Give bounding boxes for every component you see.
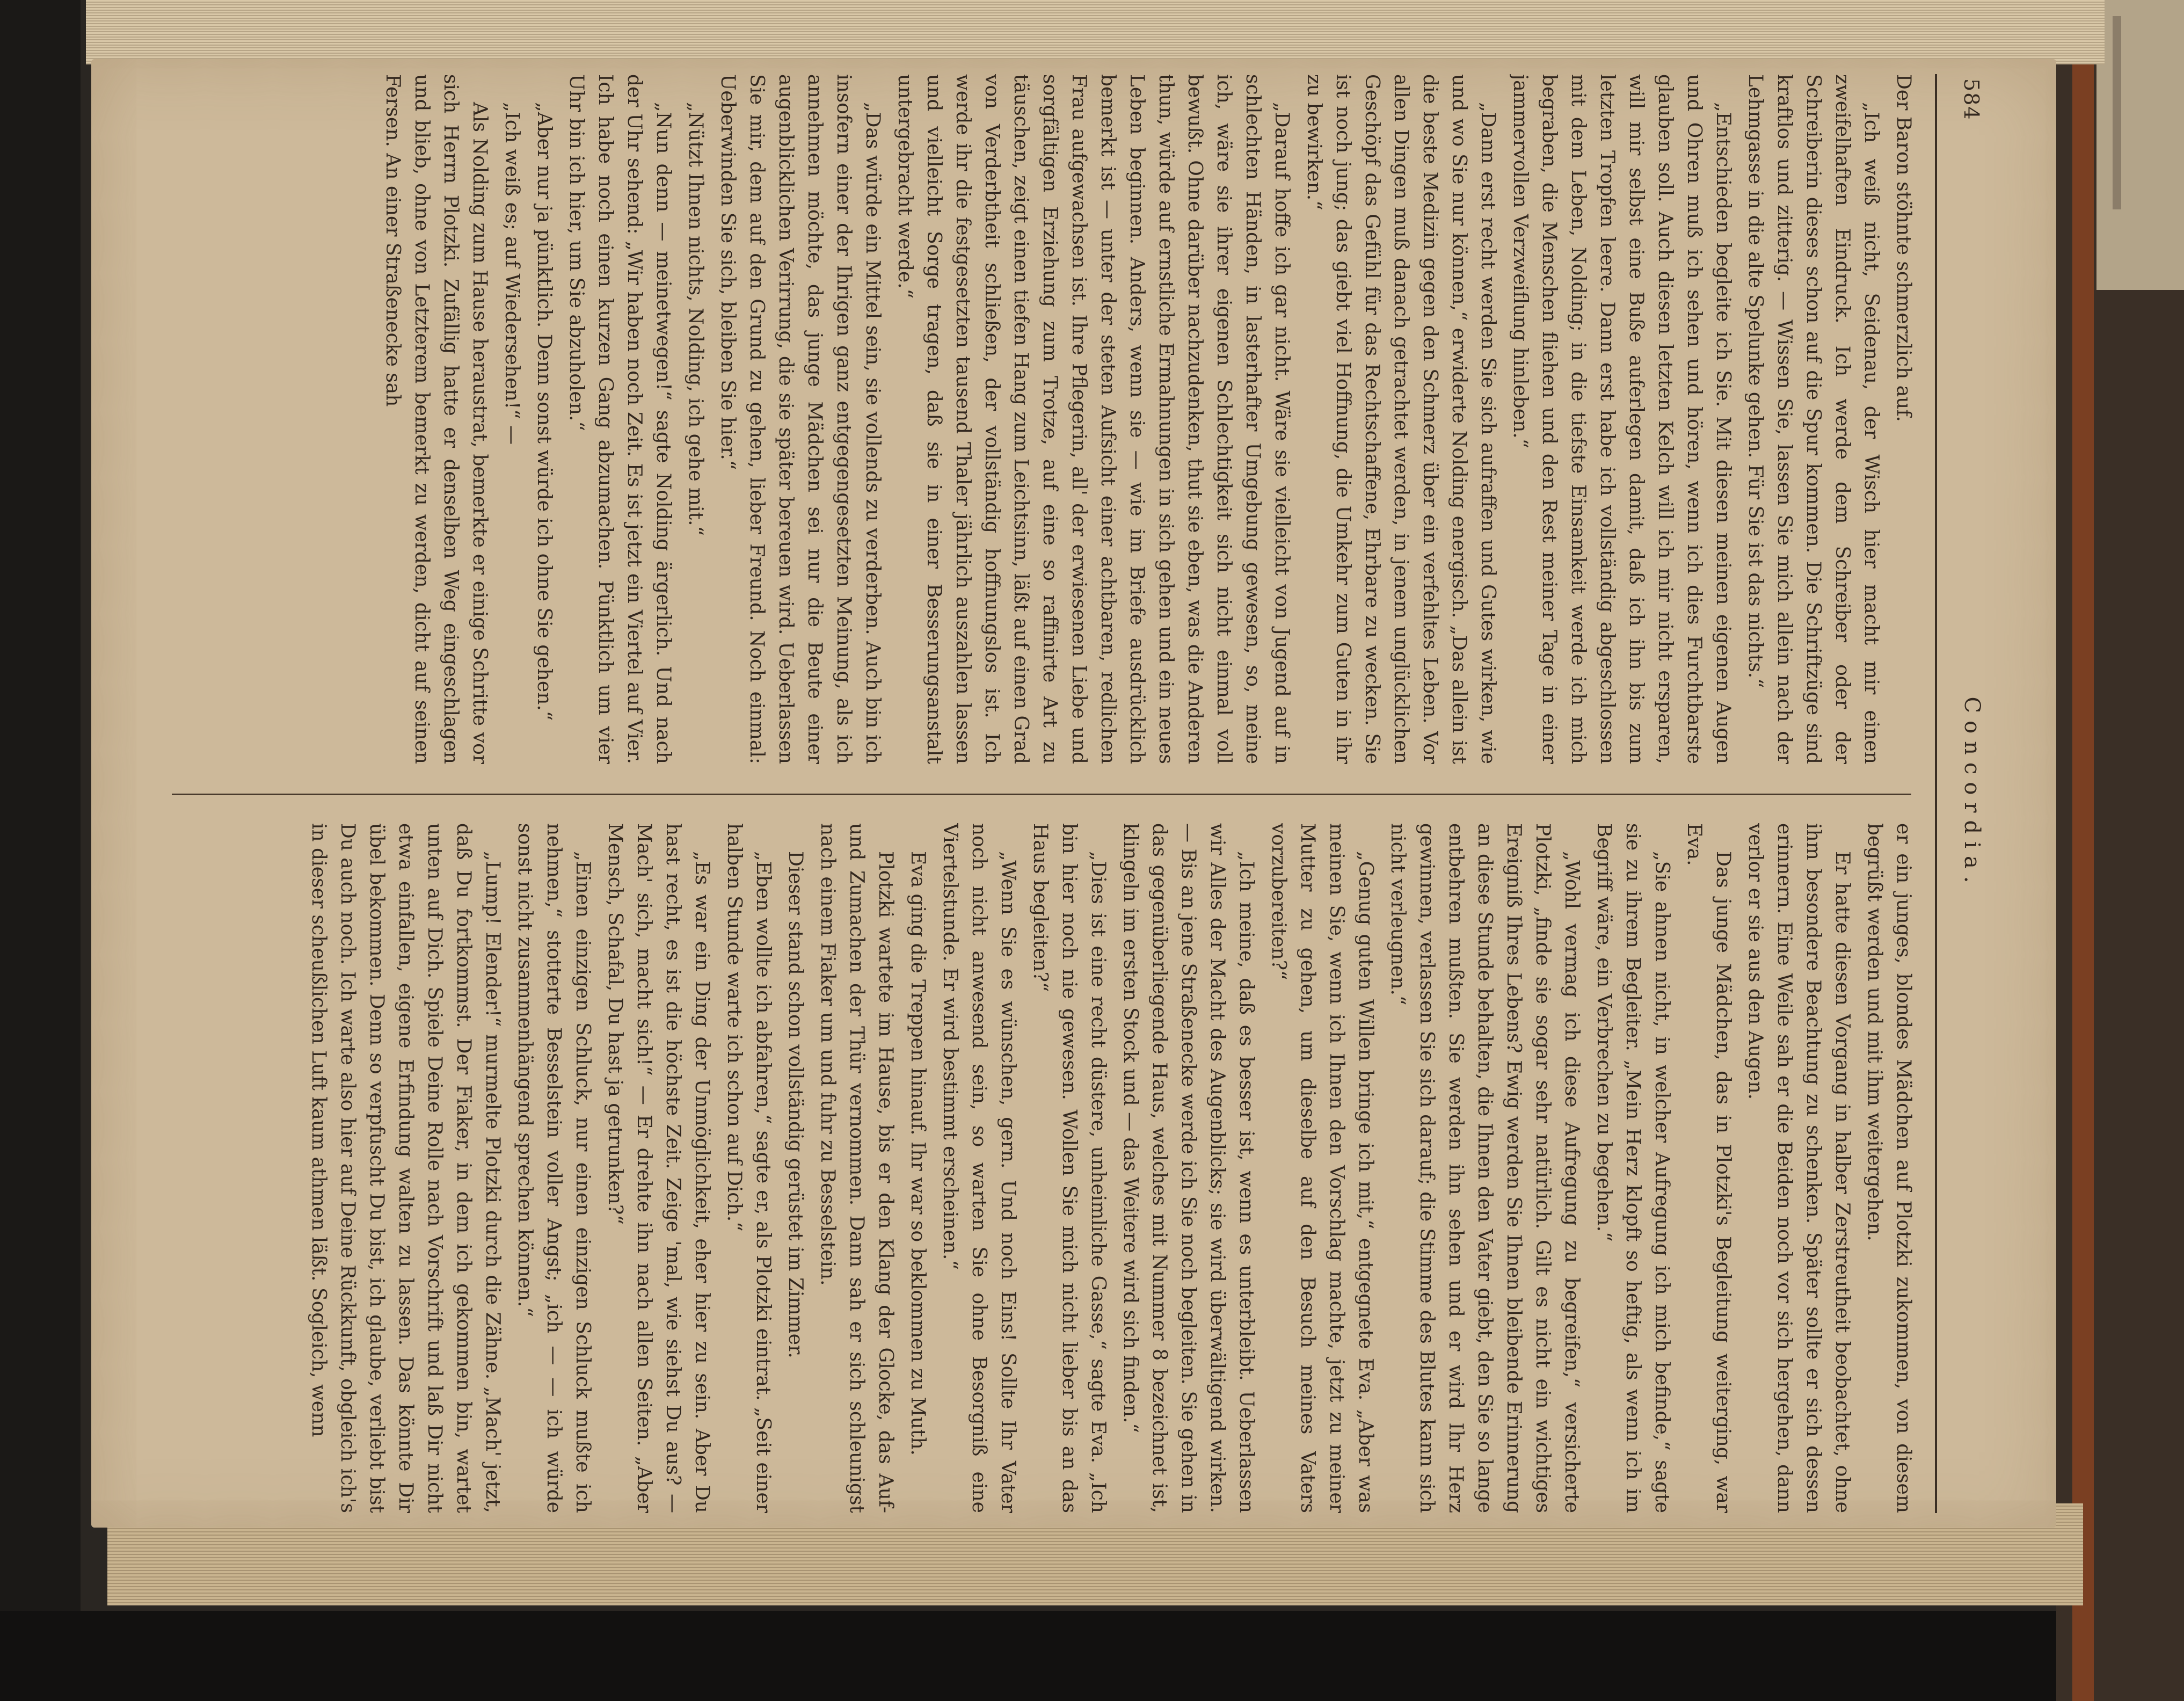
- paragraph: „Aber nur ja pünktlich. Denn sonst würde ich ohne Sie gehen.“: [533, 101, 555, 721]
- left-column: [162, 74, 1918, 764]
- paragraph: „Ich weiß nicht, Seidenau, der Wisch hier macht mir einen zweifelhaften Eindruck. Ich werde dem Schreiber oder der Schreiberin dieses schon auf die Spur kommen. Die Schriftzüge sind kraftlos und zitterig. — Wissen Sie, lassen Sie mich allein nach der Lehmgasse in die alte Spelunke gehen. Für Sie ist das nichts.“: [1744, 74, 1882, 764]
- paragraph: Er hatte diesen Vorgang in halber Zerstreutheit beobachtet, ohne ihm besondere Beachtung zu schenken. Später sollte er sich dessen erinnern. Eine Weile sah er die Beiden noch vor sich hergehen, dann verlor er sie aus den Augen.: [1744, 823, 1853, 1513]
- paragraph: „Ich weiß es; auf Wiedersehen!“ —: [501, 101, 523, 445]
- column-divider: [172, 794, 1911, 795]
- paragraph: „Nützt Ihnen nichts, Nolding, ich gehe mit.“: [685, 101, 707, 536]
- paragraph: „Dann erst recht werden Sie sich aufraffen und Gutes wirken, wie und wo Sie nur können,“ erwiderte Nolding energisch. „Das allein ist die beste Medizin gegen den Schmerz über ein verfehltes Leben. Vor allen Dingen muß danach getrachtet werden, in jenem unglücklichen Geschöpf das Gefühl für das Rechtschaffene, Ehrbare zu wecken. Sie ist noch jung; das giebt viel Hoffnung, die Umkehr zum Guten in ihr zu bewirken.“: [1303, 74, 1499, 764]
- paragraph: „Nun denn — meinetwegen!“ sagte Nolding ärgerlich. Und nach der Uhr sehend: „Wir haben noch Zeit. Es ist jetzt ein Viertel auf Vier. Ich habe noch einen kurzen Gang abzumachen. Pünktlich um vier Uhr bin ich hier, um Sie abzuholen.“: [565, 74, 674, 764]
- paragraph: „Wenn Sie es wünschen, gern. Und noch Eins! Sollte Ihr Vater noch nicht anwesend sein, so warten Sie ohne Besorgniß eine Viertelstunde. Er wird bestimmt erscheinen.“: [939, 823, 1019, 1513]
- opposite-page-text-strip: [2113, 16, 2121, 209]
- left-background: [0, 0, 81, 1701]
- paragraph: „Eben wollte ich abfahren,“ sagte er, als Plotzki eintrat. „Seit einer halben Stunde warte ich schon auf Dich.“: [723, 823, 774, 1513]
- page-leaf: [91, 59, 2056, 1528]
- paragraph: Dieser stand schon vollständig gerüstet im Zimmer.: [784, 851, 806, 1358]
- paragraph: „Ich meine, daß es besser ist, wenn es unterbleibt. Ueberlassen wir Alles der Macht des Augenblicks; sie wird überwältigend wirken. — Bis an jene Straßenecke werde ich Sie noch begleiten. Sie gehen in das gegenüberliegende Haus, welches mit Nummer 8 bezeichnet ist, klingeln im ersten Stock und — das Weitere wird sich finden.“: [1119, 823, 1257, 1513]
- paragraph: „Entschieden begleite ich Sie. Mit diesen meinen eigenen Augen und Ohren muß ich sehen und hören, wenn ich dies Furchtbarste glauben soll. Auch diesen letzten Kelch will ich mir nicht ersparen, will mir selbst eine Buße auferlegen damit, daß ich ihn bis zum letzten Tropfen leere. Dann erst habe ich vollständig abgeschlossen mit dem Leben, Nolding; in die tiefste Einsamkeit werde ich mich begraben, die Menschen fliehen und den Rest meiner Tage in einer jammervollen Verzweiflung hinleben.“: [1509, 74, 1734, 764]
- paragraph: „Lump! Elender!“ murmelte Plotzki durch die Zähne. „Mach' jetzt, daß Du fortkommst. Der Fiaker, in dem ich gekommen bin, wartet unten auf Dich. Spiele Deine Rolle nach Vorschrift und laß Dir nicht etwa einfallen, eigene Erfindung walten zu lassen. Das könnte Dir übel bekommen. Denn so verpfuscht Du bist, ich glaube, verliebt bist Du auch noch. Ich warte also hier auf Deine Rückkunft, obgleich ich's in dieser scheußlichen Luft kaum athmen läßt. Sogleich, wenn: [308, 823, 504, 1513]
- paragraph: „Sie ahnen nicht, in welcher Aufregung ich mich befinde,“ sagte sie zu ihrem Begleiter. „Mein Herz klopft so heftig, als wenn ich im Begriff wäre, ein Verbrechen zu begehen.“: [1593, 823, 1673, 1513]
- paragraph: Eva ging die Treppen hinauf. Ihr war so beklommen zu Muth.: [907, 851, 929, 1456]
- spine-edge: [2072, 0, 2094, 1701]
- paragraph: Plotzki wartete im Hause, bis er den Klang der Glocke, das Auf- und Zumachen der Thür vernommen. Dann sah er sich schleunigst nach einem Fiaker um und fuhr zu Besselstein.: [817, 823, 897, 1513]
- paragraph: „Genug guten Willen bringe ich mit,“ entgegnete Eva. „Aber was meinen Sie, wenn ich Ihnen den Vorschlag machte, jetzt zu meiner Mutter zu gehen, um dieselbe auf den Besuch meines Vaters vorzubereiten?“: [1268, 823, 1377, 1513]
- paragraph: „Das würde ein Mittel sein, sie vollends zu verderben. Auch bin ich insofern einer der Ihrigen ganz entgegengesetzten Meinung, als ich annehmen möchte, das junge Mädchen sei nur die Beute einer augenblicklichen Verirrung, die sie später bereuen wird. Ueberlassen Sie mir, dem auf den Grund zu gehen, lieber Freund. Noch einmal: Ueberwinden Sie sich, bleiben Sie hier.“: [717, 74, 884, 764]
- paragraph: er ein junges, blondes Mädchen auf Plotzki zukommen, von diesem begrüßt werden und mit ihm weitergehen.: [1863, 823, 1914, 1513]
- paragraph: „Einen einzigen Schluck, nur einen einzigen Schluck mußte ich nehmen,“ stotterte Besselstein voller Angst; „ich — — ich würde sonst nicht zusammenhängend sprechen können.“: [514, 823, 594, 1513]
- header-rule: [1935, 74, 1937, 1513]
- right-column: [162, 823, 1918, 1513]
- page-number: 584: [1960, 78, 1983, 121]
- running-title: Concordia.: [1960, 696, 1984, 890]
- paragraph: Das junge Mädchen, das in Plotzki's Begleitung weiterging, war Eva.: [1683, 823, 1734, 1513]
- paragraph: „Dies ist eine recht düstere, unheimliche Gasse,“ sagte Eva. „Ich bin hier noch nie gewesen. Wollen Sie mich nicht lieber bis an das Haus begleiten?“: [1029, 823, 1109, 1513]
- paragraph: „Es war ein Ding der Unmöglichkeit, eher hier zu sein. Aber Du hast recht, es ist die höchste Zeit. Zeige 'mal, wie siehst Du aus? — Mach' sich, macht sich!“ — Er drehte ihn nach allen Seiten. „Aber Mensch, Schafal, Du hast ja getrunken?“: [604, 823, 713, 1513]
- paragraph: Der Baron stöhnte schmerzlich auf.: [1892, 74, 1914, 422]
- top-page-edges: [86, 0, 2105, 64]
- paragraph: „Darauf hoffe ich gar nicht. Wäre sie vielleicht von Jugend auf in schlechten Händen, in lasterhafter Umgebung gewesen, so, meine ich, wäre sie ihrer eigenen Schlechtigkeit sich nicht einmal voll bewußt. Ohne darüber nachzudenken, thut sie eben, was die Anderen thun, würde auf ernstliche Ermahnungen in sich gehen und ein neues Leben beginnen. Anders, wenn sie — wie im Briefe ausdrücklich bemerkt ist — unter der steten Aufsicht einer achtbaren, redlichen Frau aufgewachsen ist. Ihre Pflegerin, all' der erwiesenen Liebe und sorgfältigen Erziehung zum Trotze, auf eine so raffinirte Art zu täuschen, zeigt einen tiefen Hang zum Leichtsinn, läßt auf einen Grad von Verderbtheit schließen, der vollständig hoffnungslos ist. Ich werde ihr die festgesetzten tausend Thaler jährlich auszahlen lassen und vielleicht Sorge tragen, daß sie in einer Besserungsanstalt untergebracht werde.“: [894, 74, 1293, 764]
- bottom-background: [0, 1611, 2184, 1701]
- page-header: [1943, 74, 1986, 1513]
- paragraph: „Wohl vermag ich diese Aufregung zu begreifen,“ versicherte Plotzki, „finde sie sogar sehr natürlich. Gilt es nicht ein wichtiges Ereigniß Ihres Lebens? Ewig werden Sie Ihnen bleibende Erinnerung an diese Stunde behalten, die Ihnen den Vater giebt, den Sie so lange entbehren mußten. Sie werden ihn sehen und er wird Ihr Herz gewinnen, verlassen Sie sich darauf; die Stimme des Blutes kann sich nicht verleugnen.“: [1387, 823, 1583, 1513]
- paragraph: Als Nolding zum Hause heraustrat, bemerkte er einige Schritte vor sich Herrn Plotzki. Zufällig hatte er denselben Weg eingeschlagen und blieb, ohne von Letzterem bemerkt zu werden, dicht auf seinen Fersen. An einer Straßenecke sah: [382, 74, 491, 764]
- rotated-page-content: [150, 74, 1997, 1513]
- opposite-page: [2096, 0, 2184, 290]
